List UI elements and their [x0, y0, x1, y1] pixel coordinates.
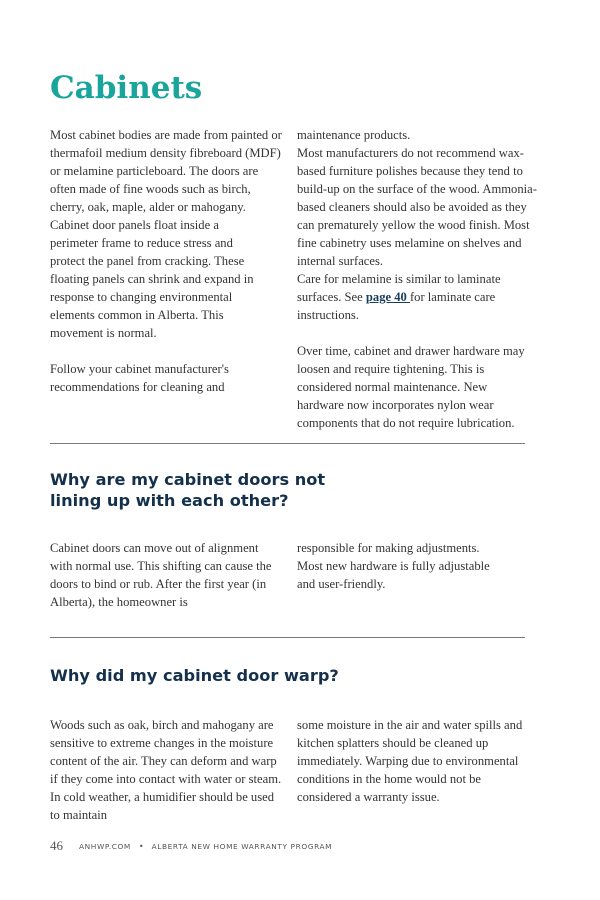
page-40-link[interactable]: page 40	[365, 290, 410, 304]
footer-program: ALBERTA NEW HOME WARRANTY PROGRAM	[151, 841, 333, 851]
intro-paragraph-floating-panels: Cabinet door panels float inside a perimeter frame to reduce stress and protect the panel from cracking. These floating panels can shrink and expand in response to changing environmental elements common in Alberta. This movement is normal.	[50, 218, 254, 340]
section-heading-doors-alignment: Why are my cabinet doors not lining up with each other?	[50, 470, 326, 510]
page-title: Cabinets	[50, 70, 203, 106]
intro-left-column	[50, 126, 290, 396]
intro-paragraph-polishes: Most manufacturers do not recommend wax-based furniture polishes because they tend to build-up on the surface of the wood. Ammonia-based cleaners should also be avoided as they can prematurely yellow the wood finish. Most fine cabinetry uses melamine on shelves and internal surfaces.	[297, 146, 537, 268]
section-heading-door-warp: Why did my cabinet door warp?	[50, 666, 339, 685]
alignment-right-column	[297, 539, 507, 593]
page-footer	[50, 838, 332, 854]
alignment-paragraph-right: responsible for making adjustments. Most new hardware is fully adjustable and user-friendly.	[297, 541, 490, 591]
intro-paragraph-materials: Most cabinet bodies are made from painted or thermafoil medium density fibreboard (MDF) or melamine particleboard. The doors are often made of fine woods such as birch, cherry, oak, maple, alder or mahogany.	[50, 128, 282, 214]
warp-paragraph-left: Woods such as oak, birch and mahogany are sensitive to extreme changes in the moisture content of the air. They can deform and warp if they come into contact with water or steam. In cold weather, a humidifier should be used to maintain	[50, 718, 282, 822]
alignment-left-column	[50, 539, 275, 611]
footer-site: ANHWP.COM	[79, 841, 131, 851]
warp-right-column	[297, 716, 529, 806]
intro-paragraph-melamine-care: Care for melamine is similar to laminate surfaces. See page 40 for laminate care instructions.	[297, 272, 501, 322]
intro-paragraph-hardware: Over time, cabinet and drawer hardware may loosen and require tightening. This is considered normal maintenance. New hardware now incorporates nylon wear components that do not require lubrication.	[297, 344, 525, 430]
footer-separator: •	[138, 841, 144, 851]
section-divider	[50, 443, 525, 444]
section-divider	[50, 637, 525, 638]
intro-paragraph-follow-manufacturer: Follow your cabinet manufacturer's recommendations for cleaning and	[50, 362, 229, 394]
warp-left-column	[50, 716, 285, 824]
page-number: 46	[50, 838, 63, 853]
warp-paragraph-right: some moisture in the air and water spills and kitchen splatters should be cleaned up immediately. Warping due to environmental conditions in the home would not be considered a warranty issue.	[297, 718, 523, 804]
intro-paragraph-maintenance-products: maintenance products.	[297, 128, 411, 142]
intro-right-column	[297, 126, 537, 432]
alignment-paragraph-left: Cabinet doors can move out of alignment with normal use. This shifting can cause the doors to bind or rub. After the first year (in Alberta), the homeowner is	[50, 541, 272, 609]
